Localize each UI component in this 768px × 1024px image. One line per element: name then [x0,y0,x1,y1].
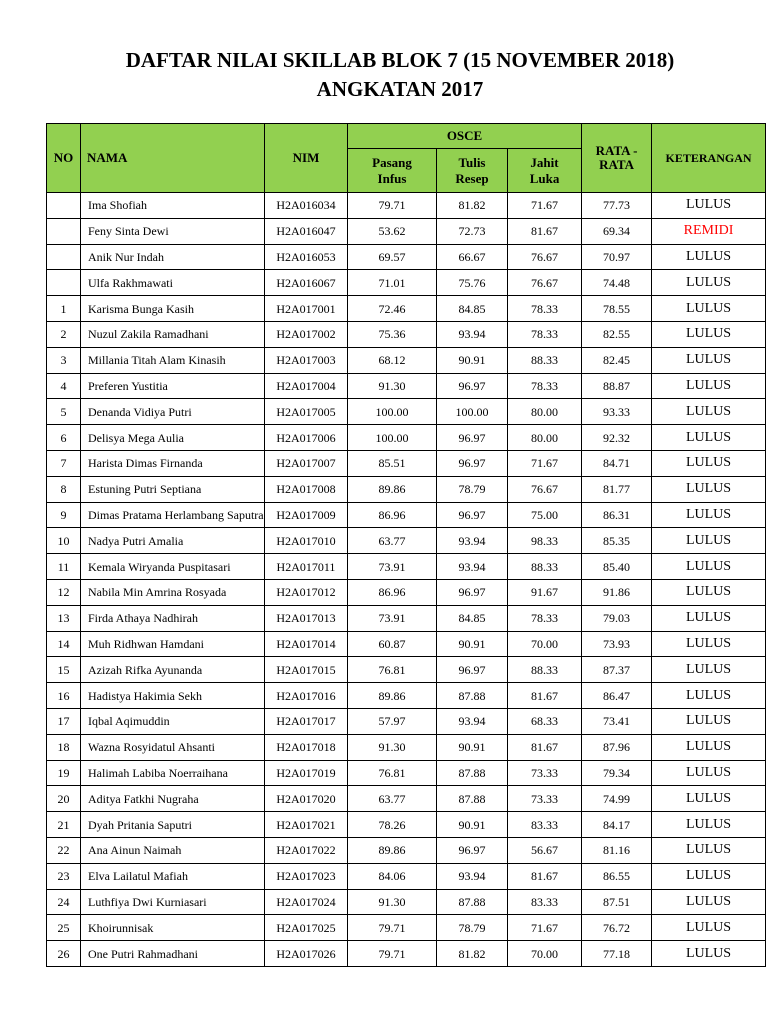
header-osce: OSCE [348,124,582,149]
cell-nama: Denanda Vidiya Putri [81,399,265,425]
cell-jahit-luka: 91.67 [508,579,582,605]
cell-rata-rata: 92.32 [582,425,652,451]
cell-rata-rata: 74.99 [582,786,652,812]
cell-pasang-infus: 71.01 [348,270,437,296]
cell-nama: Firda Athaya Nadhirah [81,605,265,631]
cell-no [47,193,81,219]
cell-keterangan: LULUS [652,244,766,270]
cell-tulis-resep: 96.97 [437,450,508,476]
cell-nim: H2A016053 [265,244,348,270]
cell-tulis-resep: 90.91 [437,734,508,760]
cell-jahit-luka: 73.33 [508,786,582,812]
table-row [47,915,766,941]
cell-no: 20 [47,786,81,812]
cell-no: 2 [47,321,81,347]
cell-pasang-infus: 79.71 [348,941,437,967]
cell-keterangan: LULUS [652,812,766,838]
cell-no: 13 [47,605,81,631]
cell-nim: H2A017001 [265,296,348,322]
cell-nim: H2A017015 [265,657,348,683]
document-title [0,46,768,104]
cell-nama: Anik Nur Indah [81,244,265,270]
cell-nim: H2A017021 [265,812,348,838]
cell-no: 8 [47,476,81,502]
cell-rata-rata: 78.55 [582,296,652,322]
cell-no: 14 [47,631,81,657]
cell-no: 21 [47,812,81,838]
table-row [47,193,766,219]
cell-keterangan: LULUS [652,502,766,528]
cell-nim: H2A017009 [265,502,348,528]
cell-pasang-infus: 89.86 [348,837,437,863]
cell-rata-rata: 87.37 [582,657,652,683]
cell-keterangan: LULUS [652,786,766,812]
cell-nim: H2A017006 [265,425,348,451]
cell-nim: H2A016047 [265,218,348,244]
cell-tulis-resep: 84.85 [437,605,508,631]
cell-nim: H2A017024 [265,889,348,915]
cell-jahit-luka: 78.33 [508,373,582,399]
cell-no: 12 [47,579,81,605]
cell-tulis-resep: 87.88 [437,786,508,812]
cell-pasang-infus: 84.06 [348,863,437,889]
cell-rata-rata: 87.96 [582,734,652,760]
cell-nama: Millania Titah Alam Kinasih [81,347,265,373]
cell-tulis-resep: 81.82 [437,193,508,219]
cell-jahit-luka: 81.67 [508,734,582,760]
cell-keterangan: REMIDI [652,218,766,244]
cell-nama: Hadistya Hakimia Sekh [81,683,265,709]
cell-nim: H2A017005 [265,399,348,425]
table-row [47,889,766,915]
cell-tulis-resep: 100.00 [437,399,508,425]
cell-no: 7 [47,450,81,476]
cell-rata-rata: 84.71 [582,450,652,476]
cell-rata-rata: 77.18 [582,941,652,967]
cell-jahit-luka: 88.33 [508,554,582,580]
cell-nim: H2A017003 [265,347,348,373]
cell-keterangan: LULUS [652,579,766,605]
grade-rows [47,193,766,967]
cell-tulis-resep: 84.85 [437,296,508,322]
table-row [47,579,766,605]
cell-pasang-infus: 57.97 [348,708,437,734]
cell-nim: H2A017019 [265,760,348,786]
cell-tulis-resep: 93.94 [437,863,508,889]
table-row [47,450,766,476]
table-row [47,321,766,347]
cell-jahit-luka: 78.33 [508,605,582,631]
header-nim: NIM [265,124,348,193]
cell-nim: H2A017022 [265,837,348,863]
cell-tulis-resep: 87.88 [437,760,508,786]
title-line-1: DAFTAR NILAI SKILLAB BLOK 7 (15 NOVEMBER 2018) [125,48,675,72]
cell-rata-rata: 86.47 [582,683,652,709]
cell-pasang-infus: 68.12 [348,347,437,373]
cell-jahit-luka: 81.67 [508,863,582,889]
cell-pasang-infus: 53.62 [348,218,437,244]
cell-tulis-resep: 66.67 [437,244,508,270]
cell-nim: H2A017016 [265,683,348,709]
header-tulis-resep: Tulis Resep [437,149,508,193]
cell-nim: H2A017010 [265,528,348,554]
cell-keterangan: LULUS [652,657,766,683]
cell-pasang-infus: 76.81 [348,760,437,786]
cell-keterangan: LULUS [652,631,766,657]
cell-no: 9 [47,502,81,528]
title-line-2: ANGKATAN 2017 [316,77,484,101]
header-nama: NAMA [81,124,265,193]
cell-jahit-luka: 70.00 [508,941,582,967]
table-row [47,837,766,863]
cell-tulis-resep: 93.94 [437,321,508,347]
cell-pasang-infus: 78.26 [348,812,437,838]
table-row [47,502,766,528]
cell-nim: H2A017011 [265,554,348,580]
table-row [47,425,766,451]
cell-jahit-luka: 78.33 [508,321,582,347]
cell-nama: Khoirunnisak [81,915,265,941]
cell-nama: Estuning Putri Septiana [81,476,265,502]
table-row [47,708,766,734]
cell-pasang-infus: 73.91 [348,605,437,631]
cell-nama: Preferen Yustitia [81,373,265,399]
cell-pasang-infus: 91.30 [348,734,437,760]
cell-nama: Ana Ainun Naimah [81,837,265,863]
cell-tulis-resep: 96.97 [437,657,508,683]
cell-jahit-luka: 88.33 [508,657,582,683]
cell-jahit-luka: 78.33 [508,296,582,322]
cell-no: 3 [47,347,81,373]
cell-pasang-infus: 89.86 [348,683,437,709]
cell-nama: Nadya Putri Amalia [81,528,265,554]
table-row [47,657,766,683]
cell-nama: Harista Dimas Firnanda [81,450,265,476]
cell-tulis-resep: 96.97 [437,502,508,528]
cell-pasang-infus: 100.00 [348,425,437,451]
cell-no: 23 [47,863,81,889]
cell-rata-rata: 88.87 [582,373,652,399]
cell-keterangan: LULUS [652,760,766,786]
cell-jahit-luka: 81.67 [508,218,582,244]
cell-no: 22 [47,837,81,863]
cell-rata-rata: 82.45 [582,347,652,373]
cell-tulis-resep: 90.91 [437,347,508,373]
cell-nama: Halimah Labiba Noerraihana [81,760,265,786]
cell-rata-rata: 79.03 [582,605,652,631]
cell-tulis-resep: 72.73 [437,218,508,244]
cell-rata-rata: 77.73 [582,193,652,219]
cell-pasang-infus: 63.77 [348,786,437,812]
cell-tulis-resep: 93.94 [437,708,508,734]
cell-no: 5 [47,399,81,425]
cell-rata-rata: 74.48 [582,270,652,296]
cell-nama: Nabila Min Amrina Rosyada [81,579,265,605]
cell-jahit-luka: 76.67 [508,476,582,502]
cell-rata-rata: 81.77 [582,476,652,502]
cell-pasang-infus: 63.77 [348,528,437,554]
cell-nama: Iqbal Aqimuddin [81,708,265,734]
cell-no: 26 [47,941,81,967]
table-row [47,941,766,967]
cell-keterangan: LULUS [652,425,766,451]
table-row [47,734,766,760]
cell-nim: H2A017002 [265,321,348,347]
cell-pasang-infus: 69.57 [348,244,437,270]
cell-no: 25 [47,915,81,941]
cell-keterangan: LULUS [652,734,766,760]
cell-keterangan: LULUS [652,296,766,322]
cell-jahit-luka: 73.33 [508,760,582,786]
table-row [47,244,766,270]
cell-tulis-resep: 87.88 [437,683,508,709]
cell-nim: H2A017014 [265,631,348,657]
cell-no [47,244,81,270]
cell-pasang-infus: 89.86 [348,476,437,502]
cell-jahit-luka: 98.33 [508,528,582,554]
cell-no [47,270,81,296]
cell-pasang-infus: 76.81 [348,657,437,683]
cell-keterangan: LULUS [652,193,766,219]
cell-rata-rata: 87.51 [582,889,652,915]
cell-rata-rata: 85.35 [582,528,652,554]
cell-nama: Azizah Rifka Ayunanda [81,657,265,683]
cell-rata-rata: 86.31 [582,502,652,528]
cell-jahit-luka: 56.67 [508,837,582,863]
cell-keterangan: LULUS [652,915,766,941]
cell-nama: Nuzul Zakila Ramadhani [81,321,265,347]
cell-nama: Ima Shofiah [81,193,265,219]
cell-pasang-infus: 60.87 [348,631,437,657]
cell-nama: Elva Lailatul Mafiah [81,863,265,889]
cell-jahit-luka: 71.67 [508,193,582,219]
cell-jahit-luka: 76.67 [508,270,582,296]
cell-nama: Dimas Pratama Herlambang Saputra [81,502,265,528]
table-row [47,270,766,296]
cell-pasang-infus: 86.96 [348,579,437,605]
cell-nama: Kemala Wiryanda Puspitasari [81,554,265,580]
cell-nama: Muh Ridhwan Hamdani [81,631,265,657]
cell-nim: H2A017008 [265,476,348,502]
cell-rata-rata: 84.17 [582,812,652,838]
cell-jahit-luka: 83.33 [508,812,582,838]
cell-keterangan: LULUS [652,863,766,889]
cell-no: 16 [47,683,81,709]
cell-rata-rata: 79.34 [582,760,652,786]
table-row [47,786,766,812]
cell-keterangan: LULUS [652,683,766,709]
cell-tulis-resep: 75.76 [437,270,508,296]
table-row [47,631,766,657]
cell-nama: Ulfa Rakhmawati [81,270,265,296]
table-row [47,373,766,399]
cell-keterangan: LULUS [652,889,766,915]
cell-tulis-resep: 93.94 [437,528,508,554]
table-row [47,476,766,502]
cell-nim: H2A017007 [265,450,348,476]
table-row [47,605,766,631]
cell-keterangan: LULUS [652,554,766,580]
cell-jahit-luka: 71.67 [508,915,582,941]
table-row [47,760,766,786]
cell-pasang-infus: 79.71 [348,193,437,219]
cell-keterangan: LULUS [652,708,766,734]
cell-nama: Dyah Pritania Saputri [81,812,265,838]
cell-nama: Feny Sinta Dewi [81,218,265,244]
cell-keterangan: LULUS [652,605,766,631]
header-keterangan: KETERANGAN [652,124,766,193]
cell-nim: H2A017026 [265,941,348,967]
cell-rata-rata: 69.34 [582,218,652,244]
cell-tulis-resep: 90.91 [437,812,508,838]
cell-nim: H2A017017 [265,708,348,734]
cell-no: 19 [47,760,81,786]
cell-no: 17 [47,708,81,734]
cell-jahit-luka: 80.00 [508,425,582,451]
cell-no: 15 [47,657,81,683]
cell-jahit-luka: 81.67 [508,683,582,709]
cell-rata-rata: 76.72 [582,915,652,941]
cell-keterangan: LULUS [652,941,766,967]
cell-nama: Karisma Bunga Kasih [81,296,265,322]
cell-jahit-luka: 75.00 [508,502,582,528]
grades-table [46,123,766,967]
cell-nama: Wazna Rosyidatul Ahsanti [81,734,265,760]
cell-nim: H2A017013 [265,605,348,631]
cell-jahit-luka: 88.33 [508,347,582,373]
cell-keterangan: LULUS [652,270,766,296]
cell-no [47,218,81,244]
cell-nim: H2A017018 [265,734,348,760]
cell-rata-rata: 73.41 [582,708,652,734]
cell-no: 18 [47,734,81,760]
cell-pasang-infus: 91.30 [348,373,437,399]
header-pasang-infus: Pasang Infus [348,149,437,193]
cell-no: 4 [47,373,81,399]
cell-tulis-resep: 96.97 [437,425,508,451]
cell-keterangan: LULUS [652,450,766,476]
cell-no: 11 [47,554,81,580]
cell-tulis-resep: 87.88 [437,889,508,915]
cell-tulis-resep: 90.91 [437,631,508,657]
cell-tulis-resep: 78.79 [437,476,508,502]
cell-keterangan: LULUS [652,837,766,863]
cell-jahit-luka: 68.33 [508,708,582,734]
cell-keterangan: LULUS [652,373,766,399]
cell-rata-rata: 86.55 [582,863,652,889]
cell-keterangan: LULUS [652,528,766,554]
table-row [47,399,766,425]
cell-nim: H2A016067 [265,270,348,296]
cell-pasang-infus: 100.00 [348,399,437,425]
cell-jahit-luka: 76.67 [508,244,582,270]
table-row [47,812,766,838]
cell-rata-rata: 81.16 [582,837,652,863]
cell-jahit-luka: 80.00 [508,399,582,425]
cell-rata-rata: 73.93 [582,631,652,657]
cell-no: 6 [47,425,81,451]
cell-no: 10 [47,528,81,554]
table-row [47,863,766,889]
cell-nim: H2A017004 [265,373,348,399]
cell-pasang-infus: 91.30 [348,889,437,915]
header-rata-rata: RATA - RATA [582,124,652,193]
table-row [47,528,766,554]
cell-jahit-luka: 83.33 [508,889,582,915]
cell-pasang-infus: 79.71 [348,915,437,941]
header-no: NO [47,124,81,193]
cell-rata-rata: 91.86 [582,579,652,605]
cell-nim: H2A017020 [265,786,348,812]
cell-pasang-infus: 72.46 [348,296,437,322]
cell-nim: H2A017023 [265,863,348,889]
table-row [47,554,766,580]
header-jahit-luka: Jahit Luka [508,149,582,193]
cell-jahit-luka: 70.00 [508,631,582,657]
cell-tulis-resep: 81.82 [437,941,508,967]
table-row [47,347,766,373]
cell-pasang-infus: 85.51 [348,450,437,476]
cell-tulis-resep: 96.97 [437,373,508,399]
cell-pasang-infus: 86.96 [348,502,437,528]
cell-rata-rata: 85.40 [582,554,652,580]
cell-keterangan: LULUS [652,347,766,373]
cell-rata-rata: 70.97 [582,244,652,270]
cell-keterangan: LULUS [652,321,766,347]
cell-pasang-infus: 75.36 [348,321,437,347]
cell-keterangan: LULUS [652,399,766,425]
cell-nama: One Putri Rahmadhani [81,941,265,967]
cell-jahit-luka: 71.67 [508,450,582,476]
cell-keterangan: LULUS [652,476,766,502]
cell-tulis-resep: 78.79 [437,915,508,941]
cell-nim: H2A016034 [265,193,348,219]
cell-rata-rata: 82.55 [582,321,652,347]
cell-nama: Aditya Fatkhi Nugraha [81,786,265,812]
cell-nim: H2A017012 [265,579,348,605]
cell-tulis-resep: 96.97 [437,837,508,863]
cell-nim: H2A017025 [265,915,348,941]
cell-tulis-resep: 96.97 [437,579,508,605]
table-row [47,683,766,709]
cell-pasang-infus: 73.91 [348,554,437,580]
cell-no: 1 [47,296,81,322]
cell-nama: Luthfiya Dwi Kurniasari [81,889,265,915]
cell-tulis-resep: 93.94 [437,554,508,580]
cell-no: 24 [47,889,81,915]
table-row [47,218,766,244]
table-row [47,296,766,322]
cell-rata-rata: 93.33 [582,399,652,425]
cell-nama: Delisya Mega Aulia [81,425,265,451]
